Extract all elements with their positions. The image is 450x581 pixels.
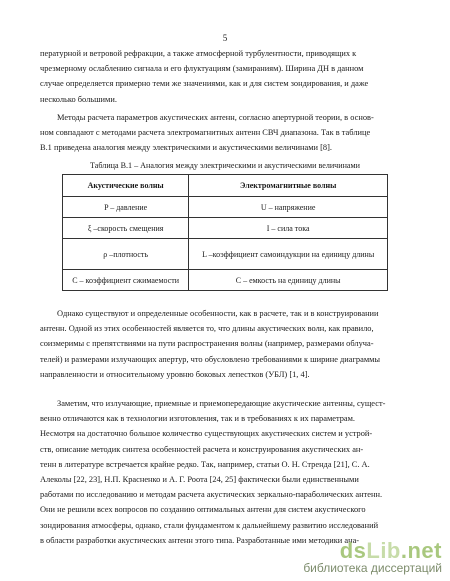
text-line: ств, описание методик синтеза особенностей расчета и конструирования акустических ан-	[40, 444, 364, 454]
text-line: антенн. Одной из этих особенностей является то, что длины акустических волн, как правило,	[40, 324, 374, 334]
analogy-table	[62, 174, 388, 291]
table-cell: L –коэффициент самоиндукции на единицу длины	[189, 239, 388, 270]
text-line: ном совпадают с методами расчета электромагнитных антенн СВЧ диапазона. Так в таблице	[40, 128, 371, 138]
text-line: несколько большими.	[40, 94, 117, 104]
text-line: тенн в литературе встречается крайне редко. Так, например, статьи О. Н. Стренда [21], С. А.	[40, 459, 370, 469]
table-header-row	[63, 175, 388, 197]
text-line: венно отличаются как в технологии изготовления, так и в требованиях к их параметрам.	[40, 414, 356, 424]
table-cell: U – напряжение	[189, 197, 388, 218]
text-line: Методы расчета параметров акустических антенн, согласно апертурной теории, в основ-	[57, 113, 374, 122]
table-header: Электромагнитные волны	[189, 175, 388, 197]
text-line: Они не решили всех вопросов по созданию оптимальных антенн для систем акустического	[40, 505, 366, 515]
text-line: пературной и ветровой рефракции, а также атмосферной турбулентности, приводящих к	[40, 49, 357, 58]
table-row	[63, 270, 388, 291]
paragraph-3	[40, 306, 410, 382]
table-cell: C – емкость на единицу длины	[189, 270, 388, 291]
text-line: работами по исследованию и методам расчета акустических зеркально-параболических антенн.	[40, 490, 383, 500]
text-line: случае определяется примерно теми же значениями, как и для систем зондирования, и даже	[40, 79, 369, 89]
text-line: направленности и относительному уровню боковых лепестков (УБЛ) [1, 4].	[40, 369, 310, 379]
text-line: чрезмерному ослаблению сигнала и его флуктуациям (замираниям). Ширина ДН в данном	[40, 64, 364, 74]
text-line: соизмеримы с препятствиями на пути распространения волны (например, размерами облуча-	[40, 339, 374, 349]
table-cell: ρ –плотность	[63, 239, 189, 270]
watermark-subtitle: библиотека диссертаций	[303, 561, 442, 575]
table-cell: I – сила тока	[189, 218, 388, 239]
dslib-watermark[interactable]	[303, 538, 442, 575]
table-cell: ξ –скорость смещения	[63, 218, 189, 239]
text-line: телей) и размерами излучающих апертур, что обусловлено требованиями к ширине диаграммы	[40, 354, 381, 364]
table-cell: P – давление	[63, 197, 189, 218]
paragraph-1	[40, 46, 410, 107]
paragraph-4	[40, 396, 410, 548]
text-line: В.1 приведена аналогия между электрическими и акустическими величинами [8].	[40, 143, 332, 153]
table-header: Акустические волны	[63, 175, 189, 197]
table-cell: C – коэффициент сжимаемости	[63, 270, 189, 291]
logo-prefix: ds	[339, 538, 367, 563]
logo-main: Lib	[366, 538, 401, 563]
paragraph-2	[40, 110, 410, 156]
table-row	[63, 197, 388, 218]
text-line: Заметим, что излучающие, приемные и приемопередающие акустические антенны, сущест-	[57, 399, 386, 408]
text-line: Несмотря на достаточно большое количество существующих акустических систем и устрой-	[40, 429, 373, 439]
table-row	[63, 239, 388, 270]
text-line: Алеколы [22, 23], Н.П. Красненко и А. Г. Роота [24, 25] фактически были единственными	[40, 475, 359, 485]
logo-suffix: .net	[400, 538, 442, 563]
table-row	[63, 218, 388, 239]
text-line: в области разработки акустических антенн этого типа. Разработанные ими методики ана-	[40, 535, 360, 545]
text-line: зондирования атмосферы, однако, стали фундаментом к дальнейшему развитию исследований	[40, 520, 379, 530]
table-caption: Таблица В.1 – Аналогия между электрическими и акустическими величинами	[90, 161, 360, 170]
page-number: 5	[222, 33, 228, 43]
text-line: Однако существуют и определенные особенности, как в расчете, так и в конструировании	[57, 309, 379, 318]
